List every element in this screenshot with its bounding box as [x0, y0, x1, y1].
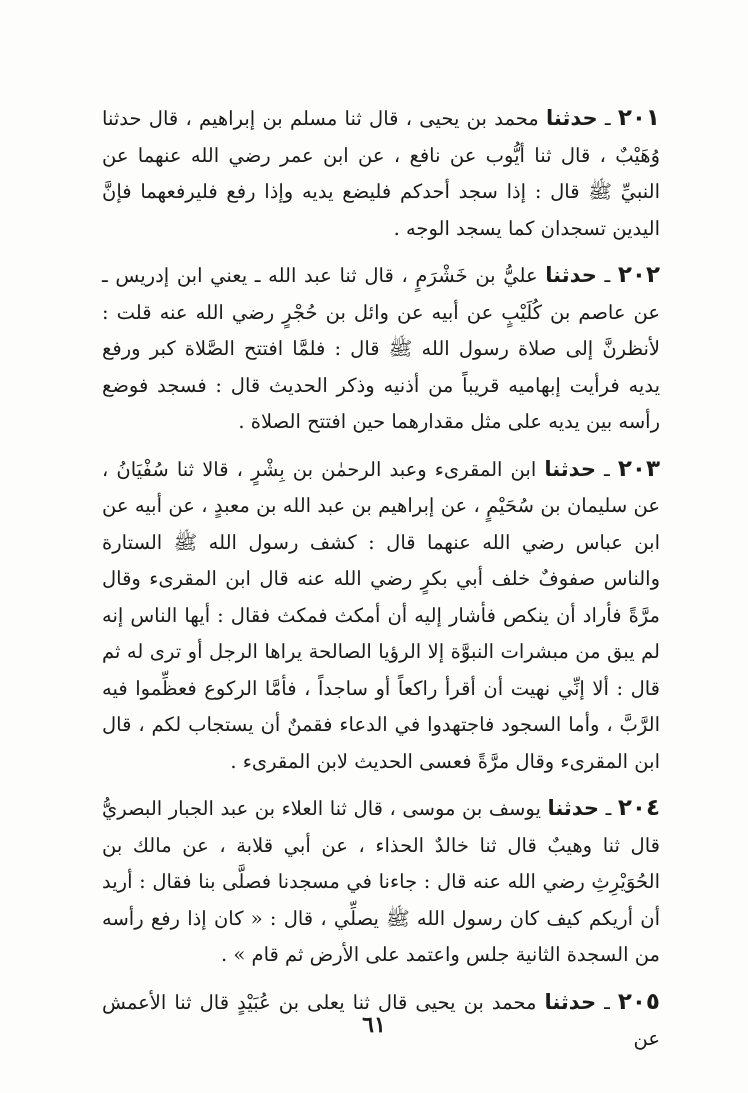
hadith-201	[102, 100, 660, 247]
hadith-text: يوسف بن موسى ، قال ثنا العلاء بن عبد الجبار البصريُّ قال ثنا وهيبٌ قال ثنا خالدٌ الحذاء ، عن أبي قلابة ، عن مالك بن الحُوَيْرِثِ رضي الله عنه قال : جاءنا في مسجدنا فصلَّى بنا فقال : أريد أن أريكم كيف كان رسول الله ﷺ يصلِّي ، قال : « كان إذا رفع رأسه من السجدة الثانية جلس واعتمد على الأرض ثم قام » .	[102, 797, 660, 966]
hadith-text: محمد بن يحيى ، قال ثنا مسلم بن إبراهيم ، قال حدثنا وُهَيْبٌ ، قال ثنا أيُّوب عن نافع ، عن ابن عمر رضي الله عنهما عن النبيِّ ﷺ قال : إذا سجد أحدكم فليضع يديه وإذا رفع فليرفعهما فإنَّ اليدين تسجدان كما يسجد الوجه .	[102, 107, 660, 240]
hadith-keyword: حدثنا	[544, 456, 596, 481]
hadith-number: ٢٠٤	[617, 795, 660, 821]
hadith-202	[102, 257, 660, 441]
hadith-number: ٢٠١	[617, 105, 660, 131]
hadith-separator: ـ	[599, 797, 618, 820]
hadith-separator: ـ	[595, 457, 618, 481]
hadith-text: ابن المقرىء وعبد الرحمٰن بن بِشْرٍ ، قالا ثنا سُفْيَانُ ، عن سليمان بن سُحَيْمٍ ، عن إبراهيم بن عبد الله بن معبدٍ ، عن أبيه عن ابن عباس رضي الله عنهما قال : كشف رسول الله ﷺ الستارة والناس صفوفٌ خلف أبي بكرٍ رضي الله عنه قال ابن المقرىء وقال مرَّةً فأراد أن ينكص فأشار إليه أن أمكث فمكث فقال : أيها الناس إنه لم يبق من مبشرات النبوَّة إلا الرؤيا الصالحة يراها الرجل أو ترى له ثم قال : ألا إنِّي نهيت أن أقرأ راكعاً أو ساجداً ، فأمَّا الركوع فعظِّموا فيه الرَّبَّ ، وأما السجود فاجتهدوا في الدعاء فقمنٌ أن يستجاب لكم ، قال ابن المقرىء وقال مرَّةً فعسى الحديث لابن المقرىء .	[102, 457, 660, 773]
hadith-keyword: حدثنا	[546, 106, 598, 130]
page-number: ٦١	[362, 1012, 386, 1038]
hadith-text: محمد بن يحيى قال ثنا يعلى بن عُبَيْدٍ قال ثنا الأعمش عن	[102, 990, 660, 1050]
hadith-203	[102, 451, 660, 781]
hadith-keyword: حدثنا	[547, 796, 600, 820]
hadith-separator: ـ	[596, 264, 618, 287]
hadith-text: عليُّ بن خَشْرَمٍ ، قال ثنا عبد الله ـ يعني ابن إدريس ـ عن عاصم بن كُلَيْبٍ عن أبيه عن وائل بن حُجْرٍ رضي الله عنه قلت : لأنظرنَّ إلى صلاة رسول الله ﷺ قال : فلمَّا افتتح الصَّلاة كبر ورفع يديه فرأيت إبهاميه قريباً من أذنيه وذكر الحديث قال : فسجد فوضع رأسه بين يديه على مثل مقدارهما حين افتتح الصلاة .	[102, 264, 660, 433]
hadith-separator: ـ	[596, 990, 618, 1014]
hadith-separator: ـ	[597, 107, 618, 130]
hadith-204	[102, 790, 660, 974]
hadith-keyword: حدثنا	[544, 989, 597, 1014]
hadith-number: ٢٠٣	[617, 455, 660, 482]
page-body	[102, 100, 660, 1058]
hadith-keyword: حدثنا	[545, 263, 597, 287]
hadith-number: ٢٠٢	[617, 262, 660, 288]
hadith-number: ٢٠٥	[617, 988, 660, 1015]
